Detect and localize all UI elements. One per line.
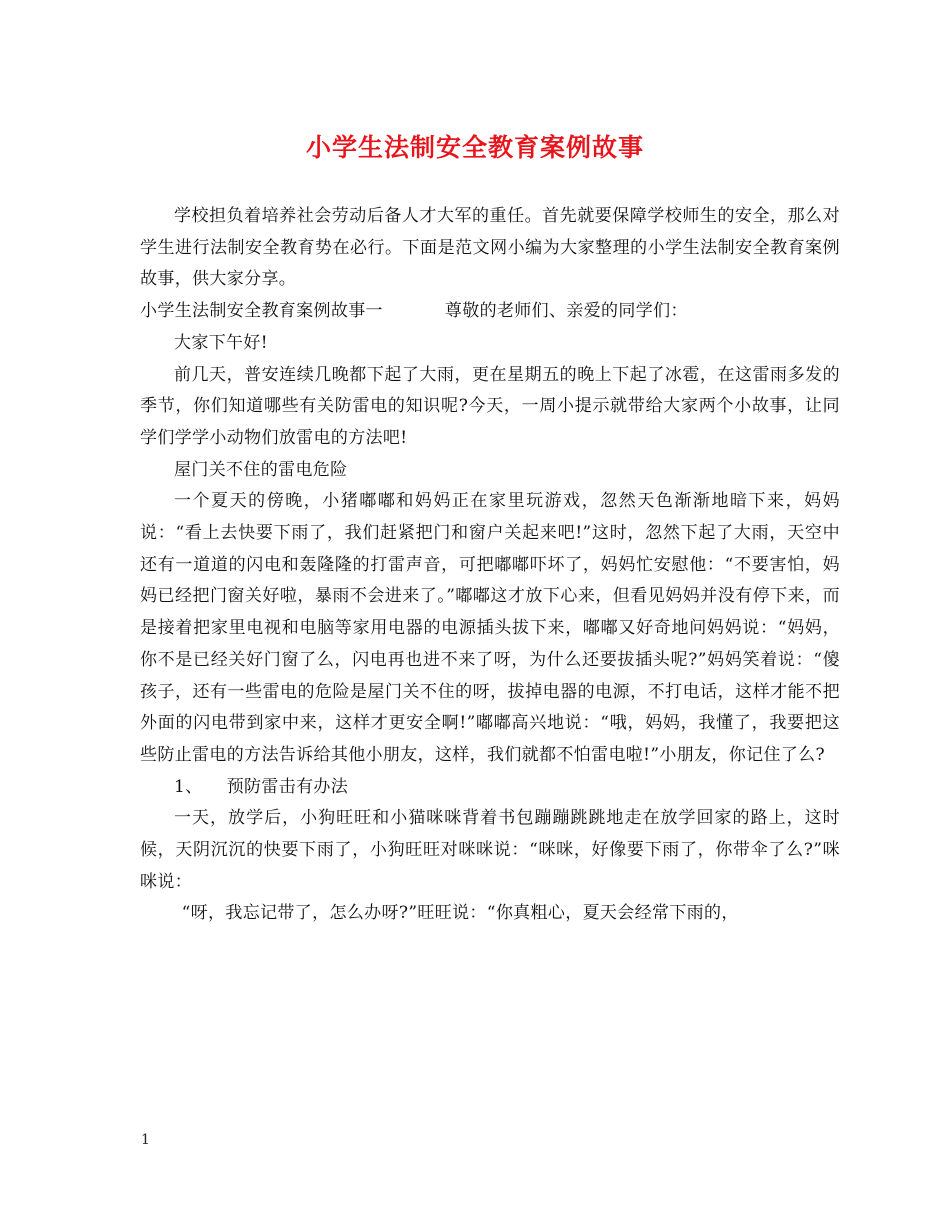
story-one-line: [140, 296, 840, 328]
story-two-paragraph: 一天，放学后，小狗旺旺和小猫咪咪背着书包蹦蹦跳跳地走在放学回家的路上，这时候，天阴沉沉的快要下雨了，小狗旺旺对咪咪说：“咪咪，好像要下雨了，你带伞了么?”咪咪说：: [140, 808, 840, 892]
item-one-line: [140, 772, 840, 804]
opening-paragraph: 前几天，普安连续几晚都下起了大雨，更在星期五的晚上下起了冰雹，在这雷雨多发的季节，你们知道哪些有关防雷电的知识呢?今天，一周小提示就带给大家两个小故事，让同学们学学小动物们放雷电的方法吧!: [140, 364, 840, 448]
subtitle-one: 屋门关不住的雷电危险: [174, 459, 348, 480]
intro-paragraph: 学校担负着培养社会劳动后备人才大军的重任。首先就要保障学校师生的安全，那么对学生进行法制安全教育势在必行。下面是范文网小编为大家整理的小学生法制安全教育案例故事，供大家分享。: [140, 206, 840, 290]
greeting-paragraph: 大家下午好!: [174, 332, 268, 353]
story-one-paragraph: 一个夏天的傍晚，小猪嘟嘟和妈妈正在家里玩游戏，忽然天色渐渐地暗下来，妈妈说：“看上去快要下雨了，我们赶紧把门和窗户关起来吧!”这时，忽然下起了大雨，天空中还有一道道的闪电和轰隆隆的打雷声音，可把嘟嘟吓坏了，妈妈忙安慰他：“不要害怕，妈妈已经把门窗关好啦，暴雨不会进来了。”嘟嘟这才放下心来，但看见妈妈并没有停下来，而是接着把家里电视和电脑等家用电器的电源插头拔下来，嘟嘟又好奇地问妈妈说：“妈妈，你不是已经关好门窗了么，闪电再也进不来了呀，为什么还要拔插头呢?”妈妈笑着说：“傻孩子，还有一些雷电的危险是屋门关不住的呀，拔掉电器的电源，不打电话，这样才能不把外面的闪电带到家中来，这样才更安全啊!”嘟嘟高兴地说：“哦，妈妈，我懂了，我要把这些防止雷电的方法告诉给其他小朋友，这样，我们就都不怕雷电啦!”小朋友，你记住了么?: [140, 491, 840, 765]
item-one-number: 1、: [174, 776, 203, 797]
salutation: 尊敬的老师们、亲爱的同学们：: [444, 301, 688, 322]
page-title: 小学生法制安全教育案例故事: [305, 133, 644, 162]
item-one-title: 预防雷击有办法: [226, 776, 349, 797]
document-body: [140, 201, 840, 930]
story-two-continued-paragraph: “呀，我忘记带了，怎么办呀?”旺旺说：“你真粗心，夏天会经常下雨的，: [181, 903, 739, 924]
page-number: 1: [141, 1132, 150, 1148]
story-one-heading: 小学生法制安全教育案例故事一: [140, 301, 383, 322]
